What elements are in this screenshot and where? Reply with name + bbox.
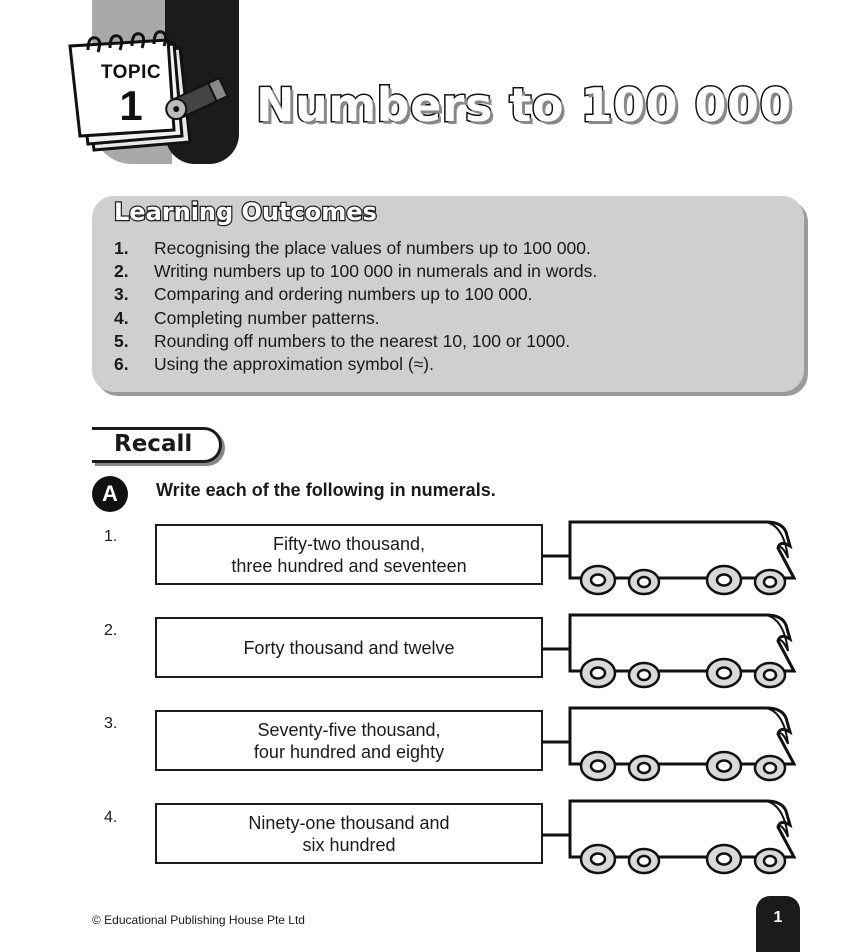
learning-outcome-text: Recognising the place values of numbers up to 100 000. <box>154 238 591 258</box>
page-number: 1 <box>756 896 800 952</box>
topic-label: TOPIC <box>100 62 162 83</box>
learning-outcome-text: Completing number patterns. <box>154 308 380 328</box>
learning-outcome-number: 6. <box>114 354 129 374</box>
learning-outcome-number: 2. <box>114 261 129 281</box>
answer-cart[interactable] <box>540 704 802 790</box>
learning-outcome-text: Rounding off numbers to the nearest 10, 100 or 1000. <box>154 331 571 351</box>
section-instruction: Write each of the following in numerals. <box>156 480 496 500</box>
learning-outcome-number: 3. <box>114 284 129 304</box>
question-box <box>155 524 543 585</box>
section-badge: A <box>92 476 128 512</box>
learning-outcome-item <box>114 331 570 352</box>
page-title: Numbers to 100 000 <box>256 78 793 132</box>
learning-outcome-item <box>114 284 532 305</box>
learning-outcome-item <box>114 238 591 259</box>
question-text: Forty thousand and twelve <box>243 637 455 658</box>
learning-outcome-text: Comparing and ordering numbers up to 100 000. <box>154 284 533 304</box>
question-text: Ninety-one thousand and six hundred <box>248 812 450 855</box>
learning-outcome-number: 5. <box>114 331 129 351</box>
learning-outcome-text: Using the approximation symbol (≈). <box>154 354 434 374</box>
topic-number: 1 <box>119 82 143 129</box>
question-box <box>155 617 543 678</box>
recall-heading: Recall <box>114 431 193 457</box>
copyright-text: © Educational Publishing House Pte Ltd <box>92 913 305 927</box>
answer-cart[interactable] <box>540 611 802 697</box>
question-number: 3. <box>104 715 118 732</box>
learning-outcome-number: 1. <box>114 238 129 258</box>
learning-outcome-item <box>114 354 434 375</box>
question-number: 2. <box>104 622 118 639</box>
question-text: Seventy-five thousand, four hundred and eighty <box>253 719 445 762</box>
learning-outcome-text: Writing numbers up to 100 000 in numerals and in words. <box>154 261 598 281</box>
question-box <box>155 710 543 771</box>
question-box <box>155 803 543 864</box>
learning-outcomes-title: Learning Outcomes <box>114 198 377 226</box>
learning-outcome-item <box>114 308 380 329</box>
learning-outcome-item <box>114 261 597 282</box>
question-number: 1. <box>104 528 118 545</box>
learning-outcome-number: 4. <box>114 308 129 328</box>
question-number: 4. <box>104 809 118 826</box>
answer-cart[interactable] <box>540 797 802 883</box>
answer-cart[interactable] <box>540 518 802 604</box>
question-text: Fifty-two thousand, three hundred and seventeen <box>231 533 467 576</box>
